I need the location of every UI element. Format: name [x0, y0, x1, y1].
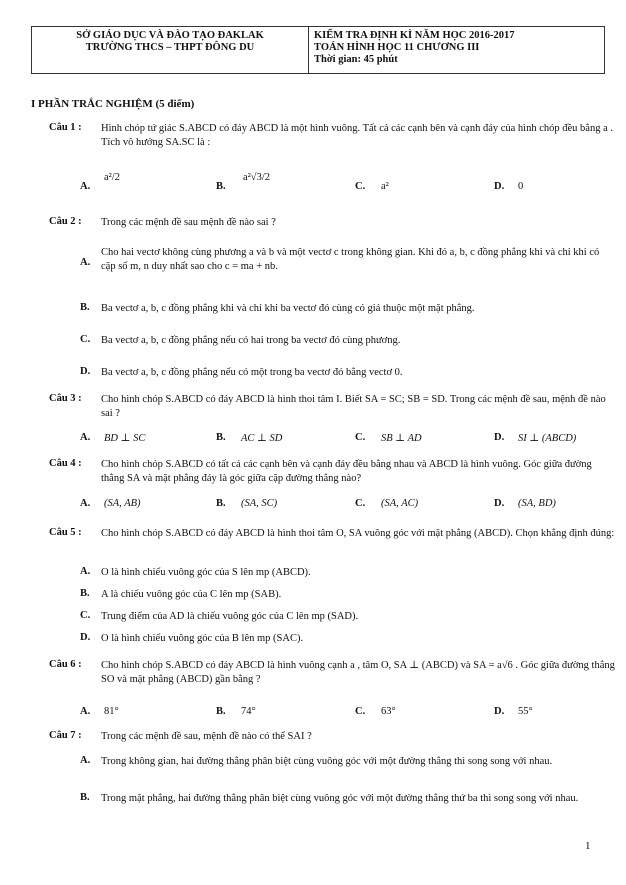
- question-1-label: Câu 1 :: [49, 122, 82, 133]
- q1-option-d-letter: D.: [494, 181, 505, 192]
- q1-option-c: a²: [381, 181, 389, 192]
- q4-option-c: (SA, AC): [381, 498, 419, 509]
- q1-option-c-letter: C.: [355, 181, 366, 192]
- q4-option-b: (SA, SC): [241, 498, 278, 509]
- header-right: [309, 27, 604, 73]
- q1-option-b: a²√3/2: [243, 172, 270, 183]
- q5-option-a-letter: A.: [80, 566, 91, 577]
- q4-option-a-letter: A.: [80, 498, 91, 509]
- q2-option-c: Ba vectơ a, b, c đồng phẳng nếu có hai trong ba vectơ đó cùng phương.: [101, 335, 401, 346]
- q1-option-a: a²/2: [104, 172, 120, 183]
- q3-option-d-letter: D.: [494, 432, 505, 443]
- page-number: 1: [585, 840, 591, 852]
- q6-option-d: 55°: [518, 706, 533, 717]
- q6-option-b: 74°: [241, 706, 256, 717]
- q4-option-b-letter: B.: [216, 498, 226, 509]
- q7-option-a: Trong không gian, hai đường thẳng phân biệt cùng vuông góc với một đường thẳng thì song song với nhau.: [101, 756, 553, 767]
- q2-option-d: Ba vectơ a, b, c đồng phẳng nếu có một trong ba vectơ đó bằng vectơ 0.: [101, 367, 403, 378]
- q4-option-a: (SA, AB): [104, 498, 141, 509]
- q7-option-a-letter: A.: [80, 755, 91, 766]
- q1-option-b-letter: B.: [216, 181, 226, 192]
- q7-option-b-letter: B.: [80, 792, 90, 803]
- question-1-text: Hình chóp tứ giác S.ABCD có đáy ABCD là một hình vuông. Tất cả các cạnh bên và cạnh đáy của hình chóp đều bằng a . Tích vô hướng SA.SC là :: [101, 123, 613, 148]
- question-5-label: Câu 5 :: [49, 527, 82, 538]
- q6-option-c: 63°: [381, 706, 396, 717]
- question-3-label: Câu 3 :: [49, 393, 82, 404]
- q6-option-a-letter: A.: [80, 706, 91, 717]
- q4-option-d-letter: D.: [494, 498, 505, 509]
- question-5-text: Cho hình chóp S.ABCD có đáy ABCD là hình thoi tâm O, SA vuông góc với mặt phẳng (ABCD). Chọn khẳng định đúng:: [101, 528, 615, 539]
- q4-option-c-letter: C.: [355, 498, 366, 509]
- question-2-text: Trong các mệnh đề sau mệnh đề nào sai ?: [101, 217, 276, 228]
- header-left: [32, 27, 309, 73]
- q5-option-b-letter: B.: [80, 588, 90, 599]
- q3-option-a-letter: A.: [80, 432, 91, 443]
- question-4-label: Câu 4 :: [49, 458, 82, 469]
- department-name: SỞ GIÁO DỤC VÀ ĐÀO TẠO ĐAKLAK: [76, 30, 264, 41]
- time-limit: Thời gian: 45 phút: [314, 54, 398, 65]
- q2-option-a-letter: A.: [80, 257, 91, 268]
- q3-option-d: SI ⊥ (ABCD): [518, 433, 577, 444]
- question-6-text: Cho hình chóp S.ABCD có đáy ABCD là hình vuông cạnh a , tâm O, SA ⊥ (ABCD) và SA = a√6 . Góc giữa đường thẳng SO và mặt phẳng (ABCD) gần bằng ?: [101, 660, 615, 685]
- question-3-text: Cho hình chóp S.ABCD có đáy ABCD là hình thoi tâm I. Biết SA = SC; SB = SD. Trong các mệnh đề sau, mệnh đề nào sai ?: [101, 394, 606, 419]
- q7-option-b: Trong mặt phẳng, hai đường thẳng phân biệt cùng vuông góc với một đường thẳng thứ ba thì song song với nhau.: [101, 793, 579, 804]
- q5-option-d-letter: D.: [80, 632, 91, 643]
- q3-option-a: BD ⊥ SC: [104, 433, 146, 444]
- q1-option-d: 0: [518, 181, 524, 192]
- q5-option-c-letter: C.: [80, 610, 91, 621]
- q3-option-c: SB ⊥ AD: [381, 433, 422, 444]
- exam-title: KIỂM TRA ĐỊNH KÌ NĂM HỌC 2016-2017: [314, 30, 515, 41]
- q3-option-b-letter: B.: [216, 432, 226, 443]
- q5-option-a: O là hình chiếu vuông góc của S lên mp (ABCD).: [101, 567, 311, 578]
- header-table: [31, 26, 605, 74]
- q3-option-c-letter: C.: [355, 432, 366, 443]
- q2-option-a: Cho hai vectơ không cùng phương a và b và một vectơ c trong không gian. Khi đó a, b, c đồng phẳng khi và chỉ khi có cặp số m, n duy nhất sao cho c = ma + nb.: [101, 247, 600, 272]
- q1-option-a-letter: A.: [80, 181, 91, 192]
- q6-option-d-letter: D.: [494, 706, 505, 717]
- q2-option-d-letter: D.: [80, 366, 91, 377]
- q2-option-c-letter: C.: [80, 334, 91, 345]
- question-7-label: Câu 7 :: [49, 730, 82, 741]
- q6-option-c-letter: C.: [355, 706, 366, 717]
- section-title: I PHẦN TRẮC NGHIỆM (5 điểm): [31, 98, 195, 110]
- q5-option-c: Trung điểm của AD là chiếu vuông góc của C lên mp (SAD).: [101, 611, 359, 622]
- q2-option-b: Ba vectơ a, b, c đồng phẳng khi và chỉ khi ba vectơ đó cùng có giá thuộc một mặt phẳng.: [101, 303, 475, 314]
- q6-option-a: 81°: [104, 706, 119, 717]
- question-4-text: Cho hình chóp S.ABCD có tất cả các cạnh bên và cạnh đáy đều bằng nhau và ABCD là hình vuông. Góc giữa đường thẳng SA và mặt phẳng đáy là góc giữa cặp đường thẳng nào?: [101, 459, 592, 484]
- q2-option-b-letter: B.: [80, 302, 90, 313]
- school-name: TRƯỜNG THCS – THPT ĐÔNG DU: [85, 42, 255, 53]
- question-7-text: Trong các mệnh đề sau, mệnh đề nào có thể SAI ?: [101, 731, 312, 742]
- q3-option-b: AC ⊥ SD: [241, 433, 283, 444]
- q6-option-b-letter: B.: [216, 706, 226, 717]
- subject-title: TOÁN HÌNH HỌC 11 CHƯƠNG III: [314, 42, 480, 53]
- question-6-label: Câu 6 :: [49, 659, 82, 670]
- q4-option-d: (SA, BD): [518, 498, 556, 509]
- q5-option-b: A là chiếu vuông góc của C lên mp (SAB).: [101, 589, 282, 600]
- q5-option-d: O là hình chiếu vuông góc của B lên mp (SAC).: [101, 633, 304, 644]
- question-2-label: Câu 2 :: [49, 216, 82, 227]
